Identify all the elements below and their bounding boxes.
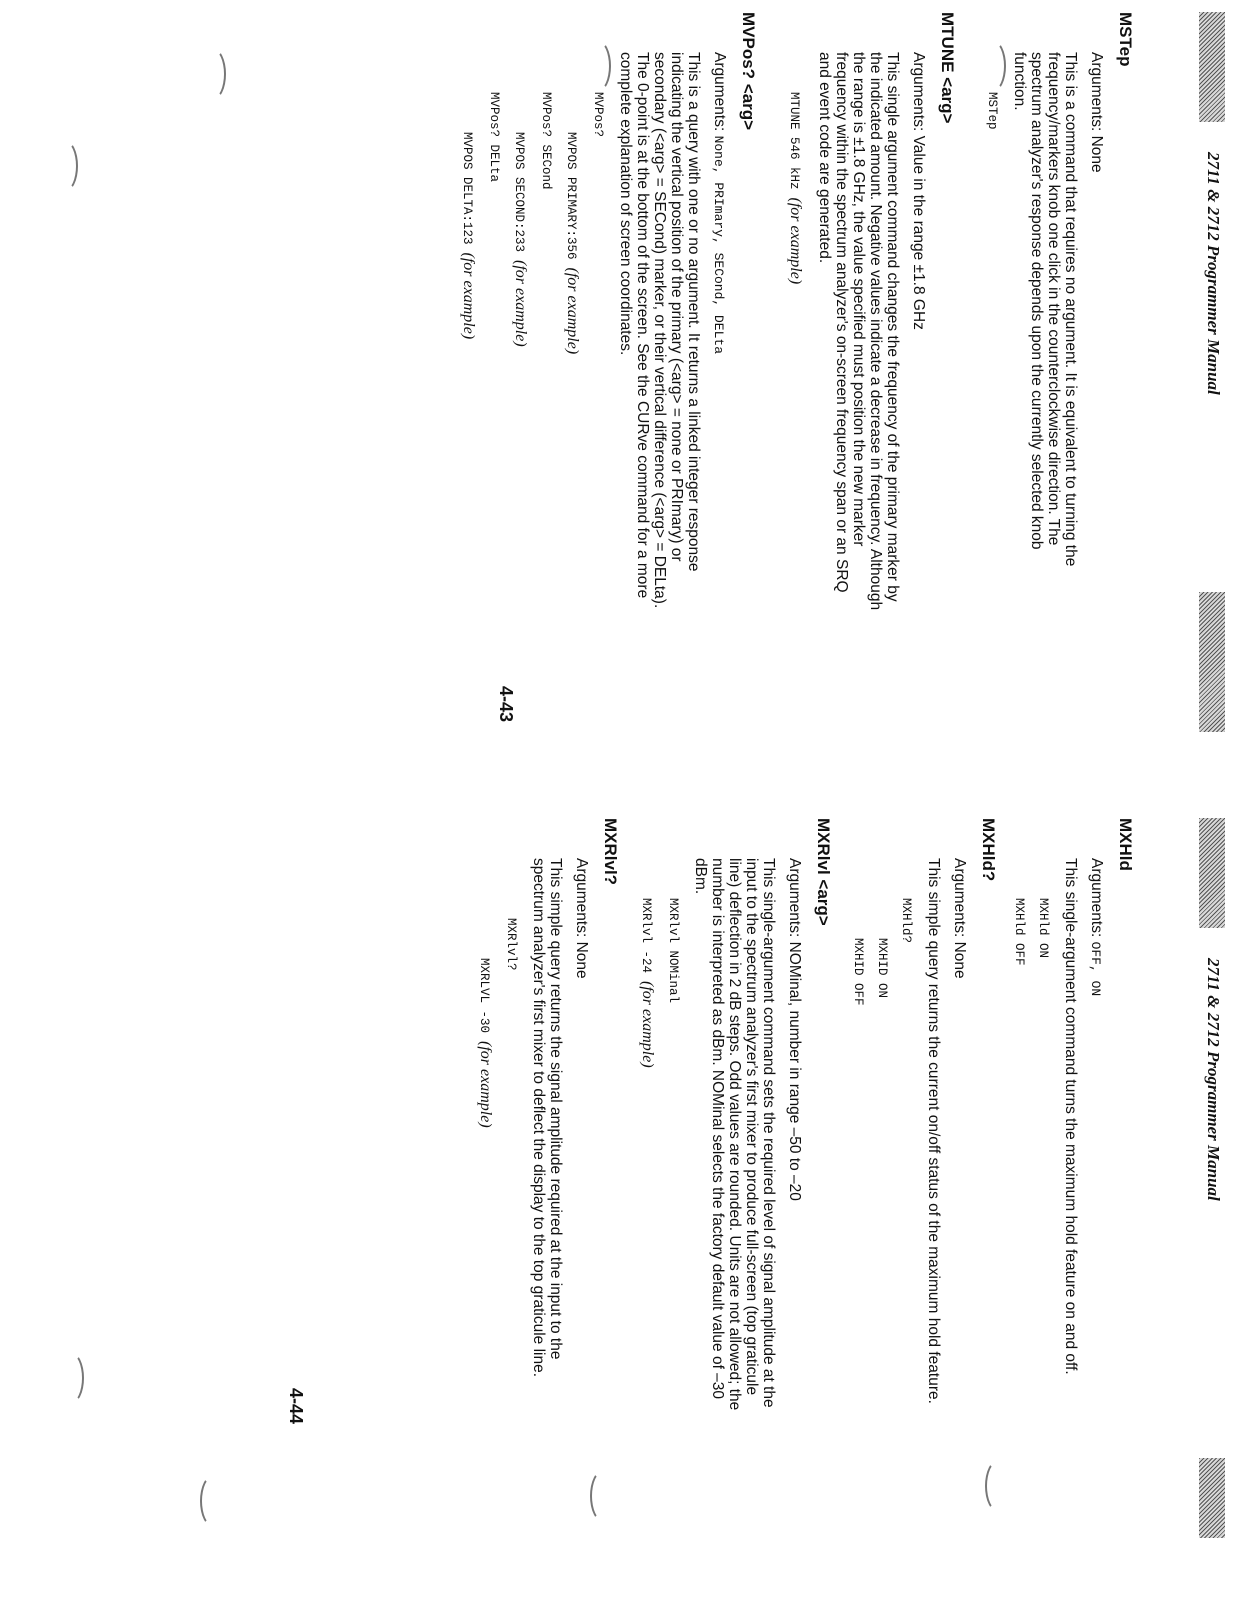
example-line: MXHID OFF bbox=[851, 938, 865, 1006]
binder-hole-mark bbox=[200, 1475, 226, 1527]
command-title: MXHld bbox=[1116, 818, 1135, 871]
arguments-line: Arguments: Value in the range ±1.8 GHz bbox=[910, 52, 927, 330]
right-content bbox=[448, 818, 1135, 1558]
page-number: 4-44 bbox=[286, 1388, 306, 1425]
arguments-line: Arguments: NOMinal, number in range –50 to –20 bbox=[786, 858, 803, 1201]
command-title: MSTep bbox=[1116, 12, 1135, 67]
example-line: MVPos? bbox=[591, 92, 605, 138]
example-line: MVPos? DELta bbox=[487, 92, 501, 183]
example-line: MXRLVL -30(for example) bbox=[477, 958, 494, 1128]
example-line: MXHld? bbox=[899, 898, 913, 944]
command-description: This single-argument command turns the maximum hold feature on and off. bbox=[1062, 858, 1079, 1375]
section-mvpos bbox=[459, 12, 758, 752]
arguments-line: Arguments: None bbox=[1088, 52, 1105, 173]
example-line: MVPOS DELTA:123(for example) bbox=[460, 132, 477, 340]
command-description: This single argument command changes the frequency of the primary marker by the indicated amount. Negative values indicate a decrease in frequency. Although the range is ±1.8 GHz, the value specified must position the new marker frequency within the spectrum analyzer's on-screen frequency span or an SRQ and event code are generated. bbox=[816, 52, 901, 611]
running-header: 2711 & 2712 Programmer Manual bbox=[1204, 958, 1223, 1201]
header-hatch-bar bbox=[1199, 12, 1225, 122]
binder-hole-mark bbox=[200, 48, 226, 100]
binder-hole-mark bbox=[58, 1352, 84, 1404]
example-line: MXHld OFF bbox=[1012, 898, 1026, 966]
example-line: MVPOS PRIMARY:356(for example) bbox=[564, 132, 581, 355]
command-title: MXHld? bbox=[979, 818, 998, 882]
section-mstep bbox=[985, 12, 1135, 752]
command-title: MVPos? <arg> bbox=[739, 12, 758, 131]
binder-hole-mark bbox=[980, 40, 1006, 92]
binder-hole-mark bbox=[585, 40, 611, 92]
arguments-line: Arguments: None bbox=[951, 858, 968, 979]
example-line: MTUNE 546 kHz(for example) bbox=[787, 92, 804, 285]
binder-hole-mark bbox=[52, 140, 78, 192]
right-page bbox=[0, 818, 1225, 1558]
header-hatch-bar bbox=[1199, 592, 1225, 732]
command-title: MXRlvl? bbox=[601, 818, 620, 886]
page-number: 4-43 bbox=[496, 685, 516, 722]
example-line: MXRlvl -24(for example) bbox=[639, 898, 656, 1068]
running-header: 2711 & 2712 Programmer Manual bbox=[1204, 152, 1223, 395]
example-line: MXRlvl? bbox=[504, 918, 518, 971]
command-description: This single-argument command sets the required level of signal amplitude at the input to the spectrum analyzer's first mixer to produce full-screen (top graticule line) deflection in 2 dB steps. Odd values are rounded. Units are not allowed; the number is interpreted as dBm. NOMinal selects the factory default value of –30 dBm. bbox=[692, 858, 777, 1411]
arguments-line: Arguments: None bbox=[573, 858, 590, 979]
example-line: MVPOS SECOND:233(for example) bbox=[512, 132, 529, 347]
command-description: This simple query returns the signal amplitude required at the input to the spectrum analyzer's first mixer to deflect the display to the top graticule line. bbox=[530, 858, 564, 1378]
header-hatch-bar bbox=[1199, 818, 1225, 928]
command-description: This is a command that requires no argument. It is equivalent to turning the frequency/markers knob one click in the counterclockwise direction. The spectrum analyzer's response depends upon the currently selected knob function. bbox=[1011, 52, 1079, 567]
arguments-line: Arguments: OFF, ON bbox=[1088, 858, 1105, 997]
command-description: This is a query with one or no argument. It returns a linked integer response indicating the vertical position of the primary (<arg> = none or PRImary) or secondary (<arg> = SECond) marker, or their vertical difference (<arg> = DELta). The 0-point is at the bottom of the screen. See the CURve command for a more complete explanation of screen coordinates. bbox=[617, 52, 702, 609]
command-title: MXRlvl <arg> bbox=[814, 818, 833, 926]
section-mxhld bbox=[1012, 818, 1135, 1558]
section-mxrlvl-query bbox=[476, 818, 620, 1558]
command-description: This simple query returns the current on/off status of the maximum hold feature. bbox=[925, 858, 942, 1404]
header-hatch-bar bbox=[1199, 1458, 1225, 1538]
section-mxrlvl bbox=[638, 818, 833, 1558]
binder-hole-mark bbox=[985, 1460, 1011, 1512]
example-line: MXRlvl NOMinal bbox=[666, 898, 680, 1004]
example-line: MXHID ON bbox=[875, 938, 889, 999]
section-mxhld-query bbox=[851, 818, 998, 1558]
command-title: MTUNE <arg> bbox=[938, 12, 957, 124]
example-line: MVPos? SECond bbox=[539, 92, 553, 190]
arguments-line: Arguments: None, PRImary, SECond, DELta bbox=[711, 52, 728, 355]
left-page bbox=[0, 12, 1225, 752]
section-mtune bbox=[786, 12, 957, 752]
example-line: MXHld ON bbox=[1036, 898, 1050, 959]
binder-hole-mark bbox=[590, 1470, 616, 1522]
left-content bbox=[431, 12, 1135, 752]
example-line: MSTep bbox=[985, 92, 999, 130]
